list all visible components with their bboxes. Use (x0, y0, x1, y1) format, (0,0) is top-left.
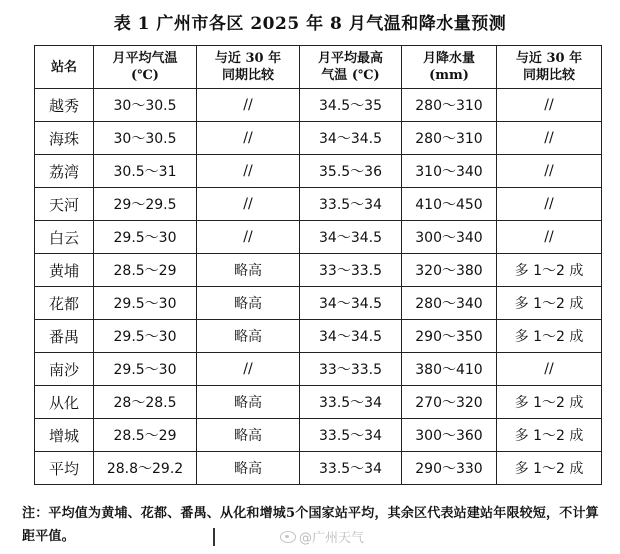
table-row (35, 254, 602, 287)
station-cell: 海珠 (35, 122, 94, 155)
table-title: 表 1 广州市各区 2025 年 8 月气温和降水量预测 (113, 14, 507, 34)
value-cell: 多 1～2 成 (497, 419, 602, 452)
value-cell: 29～29.5 (94, 188, 197, 221)
column-header: 月降水量 (mm) (402, 46, 497, 89)
table-row (35, 320, 602, 353)
value-cell: 270～320 (402, 386, 497, 419)
station-cell: 黄埔 (35, 254, 94, 287)
column-header: 月平均最高 气温 (℃) (300, 46, 402, 89)
value-cell: 35.5～36 (300, 155, 402, 188)
value-cell: 33～33.5 (300, 353, 402, 386)
table-header-row (35, 46, 602, 89)
value-cell: 28.8～29.2 (94, 452, 197, 485)
value-cell: 34～34.5 (300, 287, 402, 320)
value-cell: 多 1～2 成 (497, 452, 602, 485)
station-cell: 花都 (35, 287, 94, 320)
footnote: 注：平均值为黄埔、花都、番禺、从化和增城5个国家站平均，其余区代表站建站年限较短，不计算距平值。 (22, 506, 599, 544)
weibo-logo-icon (280, 531, 296, 543)
value-cell: 320～380 (402, 254, 497, 287)
value-cell: // (497, 221, 602, 254)
table-row (35, 419, 602, 452)
table-row (35, 89, 602, 122)
value-cell: // (197, 155, 300, 188)
table-row (35, 353, 602, 386)
table-row (35, 221, 602, 254)
value-cell: // (497, 353, 602, 386)
column-header: 站名 (35, 46, 94, 89)
value-cell: 多 1～2 成 (497, 386, 602, 419)
column-header: 月平均气温 (℃) (94, 46, 197, 89)
station-cell: 荔湾 (35, 155, 94, 188)
value-cell: // (197, 89, 300, 122)
value-cell: 多 1～2 成 (497, 287, 602, 320)
value-cell: 33.5～34 (300, 452, 402, 485)
forecast-table (34, 45, 602, 485)
value-cell: 34～34.5 (300, 122, 402, 155)
value-cell: 略高 (197, 320, 300, 353)
column-header: 与近 30 年 同期比较 (197, 46, 300, 89)
table-row (35, 386, 602, 419)
value-cell: 34～34.5 (300, 221, 402, 254)
watermark (280, 527, 364, 546)
value-cell: 300～340 (402, 221, 497, 254)
value-cell: 34～34.5 (300, 320, 402, 353)
value-cell: 33.5～34 (300, 386, 402, 419)
table-row (35, 188, 602, 221)
value-cell: 略高 (197, 452, 300, 485)
value-cell: 多 1～2 成 (497, 320, 602, 353)
value-cell: 310～340 (402, 155, 497, 188)
table-row (35, 452, 602, 485)
value-cell: 29.5～30 (94, 221, 197, 254)
value-cell: 290～350 (402, 320, 497, 353)
value-cell: 28～28.5 (94, 386, 197, 419)
table-row (35, 287, 602, 320)
value-cell: 多 1～2 成 (497, 254, 602, 287)
value-cell: 29.5～30 (94, 287, 197, 320)
value-cell: 略高 (197, 254, 300, 287)
value-cell: // (197, 353, 300, 386)
value-cell: 略高 (197, 287, 300, 320)
value-cell: 28.5～29 (94, 254, 197, 287)
text-cursor (213, 528, 215, 546)
value-cell: 28.5～29 (94, 419, 197, 452)
value-cell: 33.5～34 (300, 419, 402, 452)
station-cell: 番禺 (35, 320, 94, 353)
table-row (35, 155, 602, 188)
table-row (35, 122, 602, 155)
station-cell: 南沙 (35, 353, 94, 386)
value-cell: 280～340 (402, 287, 497, 320)
station-cell: 越秀 (35, 89, 94, 122)
value-cell: 280～310 (402, 122, 497, 155)
value-cell: 380～410 (402, 353, 497, 386)
value-cell: 290～330 (402, 452, 497, 485)
column-header: 与近 30 年 同期比较 (497, 46, 602, 89)
value-cell: 33.5～34 (300, 188, 402, 221)
value-cell: // (497, 188, 602, 221)
value-cell: 300～360 (402, 419, 497, 452)
station-cell: 增城 (35, 419, 94, 452)
value-cell: 33～33.5 (300, 254, 402, 287)
value-cell: 29.5～30 (94, 353, 197, 386)
value-cell: // (497, 122, 602, 155)
station-cell: 白云 (35, 221, 94, 254)
value-cell: 30～30.5 (94, 122, 197, 155)
value-cell: 略高 (197, 419, 300, 452)
value-cell: 34.5～35 (300, 89, 402, 122)
value-cell: // (497, 89, 602, 122)
value-cell: 280～310 (402, 89, 497, 122)
value-cell: // (197, 122, 300, 155)
value-cell: 30～30.5 (94, 89, 197, 122)
value-cell: 30.5～31 (94, 155, 197, 188)
station-cell: 平均 (35, 452, 94, 485)
station-cell: 天河 (35, 188, 94, 221)
value-cell: // (197, 221, 300, 254)
watermark-text: @广州天气 (299, 531, 365, 546)
value-cell: 略高 (197, 386, 300, 419)
value-cell: // (197, 188, 300, 221)
station-cell: 从化 (35, 386, 94, 419)
value-cell: 29.5～30 (94, 320, 197, 353)
value-cell: // (497, 155, 602, 188)
table-body (35, 89, 602, 485)
value-cell: 410～450 (402, 188, 497, 221)
